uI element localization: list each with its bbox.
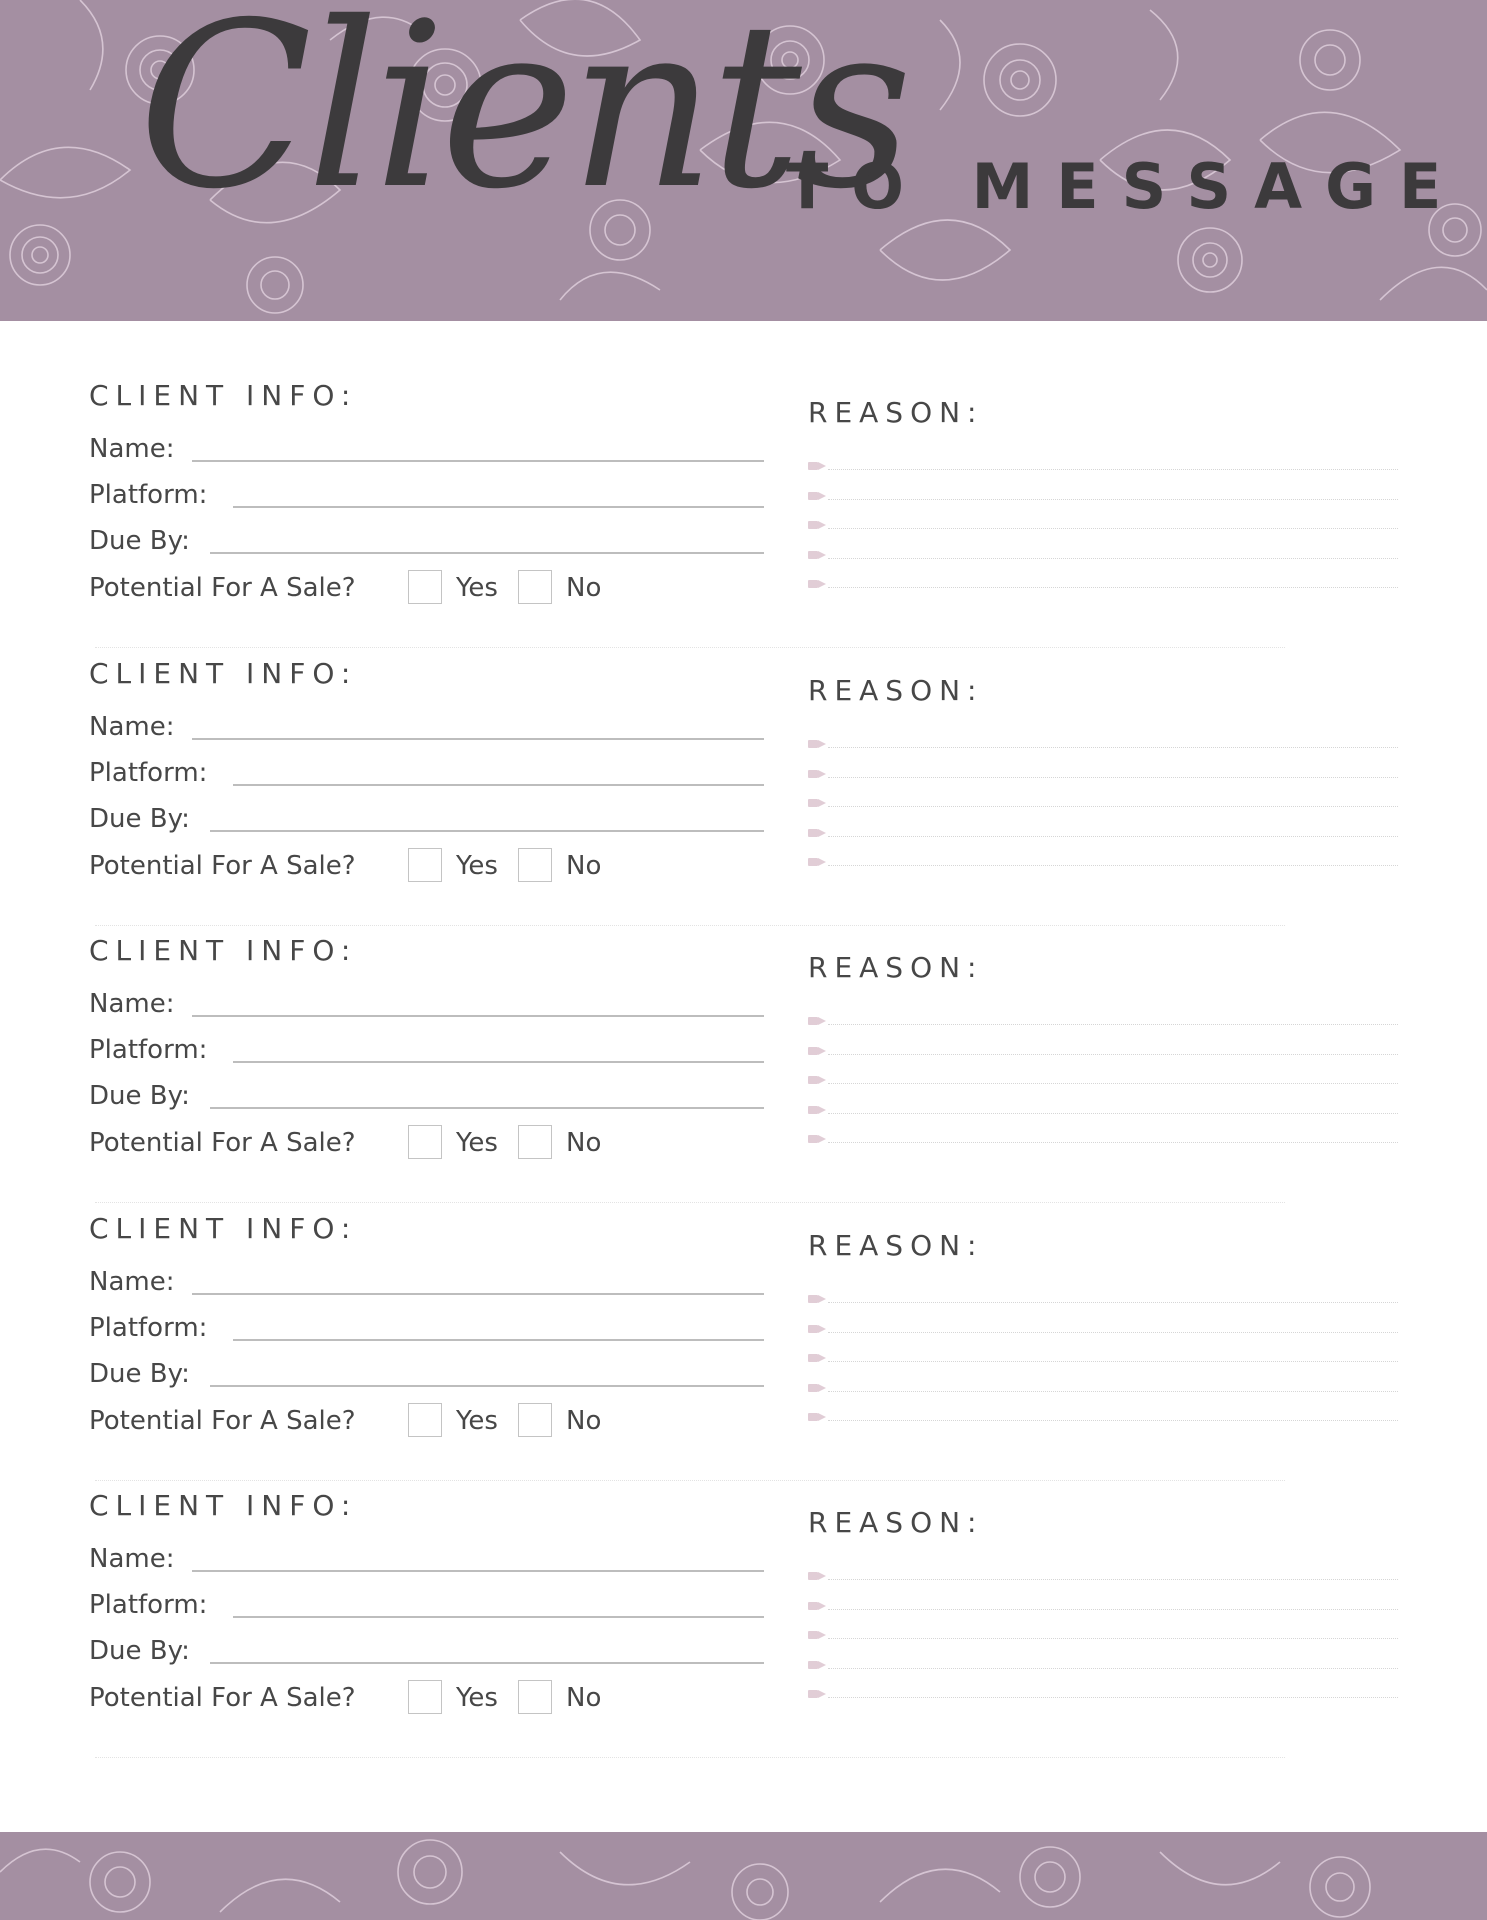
reason-line[interactable]: [808, 1572, 1398, 1582]
reason-line[interactable]: [808, 770, 1398, 780]
reason-line[interactable]: [808, 799, 1398, 809]
client-section: [0, 1212, 1487, 1490]
arrow-bullet-icon: [808, 1135, 818, 1143]
dotted-writing-line: [828, 1332, 1398, 1333]
section-divider: [95, 1202, 1285, 1203]
arrow-bullet-icon: [808, 799, 818, 807]
reason-line[interactable]: [808, 1384, 1398, 1394]
arrow-bullet-icon: [808, 770, 818, 778]
no-checkbox[interactable]: [518, 1403, 552, 1437]
platform-label: Platform:: [89, 480, 208, 510]
client-section: [0, 1489, 1487, 1767]
dotted-writing-line: [828, 1609, 1398, 1610]
name-field[interactable]: [192, 1293, 764, 1295]
no-label: No: [566, 1683, 602, 1713]
reason-line[interactable]: [808, 462, 1398, 472]
reason-heading: REASON:: [808, 396, 984, 429]
client-section: [0, 379, 1487, 657]
reason-line[interactable]: [808, 1602, 1398, 1612]
dotted-writing-line: [828, 1142, 1398, 1143]
section-divider: [95, 1480, 1285, 1481]
arrow-bullet-icon: [808, 1572, 818, 1580]
sale-question-label: Potential For A Sale?: [89, 573, 356, 603]
name-label: Name:: [89, 1267, 175, 1297]
dotted-writing-line: [828, 587, 1398, 588]
arrow-bullet-icon: [808, 1106, 818, 1114]
yes-checkbox[interactable]: [408, 1403, 442, 1437]
no-label: No: [566, 1128, 602, 1158]
reason-line[interactable]: [808, 492, 1398, 502]
arrow-bullet-icon: [808, 1047, 818, 1055]
client-section: [0, 934, 1487, 1212]
reason-line[interactable]: [808, 858, 1398, 868]
client-info-heading: CLIENT INFO:: [89, 379, 358, 412]
yes-label: Yes: [456, 1128, 498, 1158]
no-checkbox[interactable]: [518, 1680, 552, 1714]
name-field[interactable]: [192, 1570, 764, 1572]
yes-label: Yes: [456, 1406, 498, 1436]
header-banner: [0, 0, 1487, 321]
due-by-field[interactable]: [210, 1385, 764, 1387]
sale-question-label: Potential For A Sale?: [89, 851, 356, 881]
dotted-writing-line: [828, 1302, 1398, 1303]
arrow-bullet-icon: [808, 1384, 818, 1392]
arrow-bullet-icon: [808, 580, 818, 588]
no-label: No: [566, 1406, 602, 1436]
name-field[interactable]: [192, 460, 764, 462]
arrow-bullet-icon: [808, 1413, 818, 1421]
due-by-label: Due By:: [89, 526, 190, 556]
footer-banner: [0, 1832, 1487, 1920]
reason-line[interactable]: [808, 1295, 1398, 1305]
due-by-field[interactable]: [210, 1662, 764, 1664]
due-by-label: Due By:: [89, 804, 190, 834]
platform-label: Platform:: [89, 1590, 208, 1620]
reason-line[interactable]: [808, 1135, 1398, 1145]
reason-line[interactable]: [808, 1047, 1398, 1057]
reason-heading: REASON:: [808, 1229, 984, 1262]
arrow-bullet-icon: [808, 1076, 818, 1084]
title-subtitle: TO MESSAGE: [786, 150, 1465, 223]
reason-heading: REASON:: [808, 1506, 984, 1539]
reason-line[interactable]: [808, 1017, 1398, 1027]
dotted-writing-line: [828, 1113, 1398, 1114]
due-by-label: Due By:: [89, 1081, 190, 1111]
arrow-bullet-icon: [808, 1661, 818, 1669]
name-label: Name:: [89, 1544, 175, 1574]
dotted-writing-line: [828, 1391, 1398, 1392]
dotted-writing-line: [828, 747, 1398, 748]
floral-pattern-footer: [0, 1832, 1487, 1920]
dotted-writing-line: [828, 1420, 1398, 1421]
platform-field[interactable]: [233, 1339, 764, 1341]
arrow-bullet-icon: [808, 551, 818, 559]
dotted-writing-line: [828, 865, 1398, 866]
yes-label: Yes: [456, 1683, 498, 1713]
reason-line[interactable]: [808, 1076, 1398, 1086]
due-by-field[interactable]: [210, 1107, 764, 1109]
reason-line[interactable]: [808, 1413, 1398, 1423]
client-info-heading: CLIENT INFO:: [89, 1212, 358, 1245]
reason-heading: REASON:: [808, 674, 984, 707]
platform-field[interactable]: [233, 1616, 764, 1618]
client-section: [0, 657, 1487, 935]
reason-line[interactable]: [808, 1354, 1398, 1364]
platform-label: Platform:: [89, 1313, 208, 1343]
reason-line[interactable]: [808, 1325, 1398, 1335]
sale-question-label: Potential For A Sale?: [89, 1128, 356, 1158]
section-divider: [95, 647, 1285, 648]
yes-label: Yes: [456, 851, 498, 881]
arrow-bullet-icon: [808, 1325, 818, 1333]
reason-line[interactable]: [808, 551, 1398, 561]
dotted-writing-line: [828, 558, 1398, 559]
dotted-writing-line: [828, 1668, 1398, 1669]
dotted-writing-line: [828, 1054, 1398, 1055]
sale-question-label: Potential For A Sale?: [89, 1406, 356, 1436]
reason-line[interactable]: [808, 740, 1398, 750]
due-by-field[interactable]: [210, 552, 764, 554]
yes-checkbox[interactable]: [408, 1680, 442, 1714]
arrow-bullet-icon: [808, 1690, 818, 1698]
dotted-writing-line: [828, 1361, 1398, 1362]
platform-field[interactable]: [233, 784, 764, 786]
reason-heading: REASON:: [808, 951, 984, 984]
dotted-writing-line: [828, 1083, 1398, 1084]
no-label: No: [566, 851, 602, 881]
reason-line[interactable]: [808, 521, 1398, 531]
dotted-writing-line: [828, 469, 1398, 470]
name-label: Name:: [89, 434, 175, 464]
due-by-label: Due By:: [89, 1359, 190, 1389]
dotted-writing-line: [828, 836, 1398, 837]
dotted-writing-line: [828, 1697, 1398, 1698]
due-by-field[interactable]: [210, 830, 764, 832]
reason-line[interactable]: [808, 1661, 1398, 1671]
yes-checkbox[interactable]: [408, 1125, 442, 1159]
yes-label: Yes: [456, 573, 498, 603]
name-label: Name:: [89, 712, 175, 742]
arrow-bullet-icon: [808, 858, 818, 866]
arrow-bullet-icon: [808, 462, 818, 470]
dotted-writing-line: [828, 499, 1398, 500]
dotted-writing-line: [828, 1638, 1398, 1639]
arrow-bullet-icon: [808, 1631, 818, 1639]
arrow-bullet-icon: [808, 740, 818, 748]
arrow-bullet-icon: [808, 521, 818, 529]
no-checkbox[interactable]: [518, 1125, 552, 1159]
due-by-label: Due By:: [89, 1636, 190, 1666]
dotted-writing-line: [828, 806, 1398, 807]
arrow-bullet-icon: [808, 1295, 818, 1303]
dotted-writing-line: [828, 777, 1398, 778]
arrow-bullet-icon: [808, 1017, 818, 1025]
yes-checkbox[interactable]: [408, 848, 442, 882]
client-info-heading: CLIENT INFO:: [89, 1489, 358, 1522]
name-field[interactable]: [192, 1015, 764, 1017]
platform-label: Platform:: [89, 1035, 208, 1065]
sale-question-label: Potential For A Sale?: [89, 1683, 356, 1713]
yes-checkbox[interactable]: [408, 570, 442, 604]
reason-line[interactable]: [808, 1690, 1398, 1700]
no-checkbox[interactable]: [518, 570, 552, 604]
no-checkbox[interactable]: [518, 848, 552, 882]
arrow-bullet-icon: [808, 1602, 818, 1610]
section-divider: [95, 1757, 1285, 1758]
dotted-writing-line: [828, 528, 1398, 529]
reason-line[interactable]: [808, 580, 1398, 590]
platform-field[interactable]: [233, 1061, 764, 1063]
arrow-bullet-icon: [808, 1354, 818, 1362]
section-divider: [95, 925, 1285, 926]
platform-label: Platform:: [89, 758, 208, 788]
reason-line[interactable]: [808, 829, 1398, 839]
title-script: Clients: [138, 0, 907, 239]
name-label: Name:: [89, 989, 175, 1019]
arrow-bullet-icon: [808, 492, 818, 500]
arrow-bullet-icon: [808, 829, 818, 837]
client-info-heading: CLIENT INFO:: [89, 934, 358, 967]
name-field[interactable]: [192, 738, 764, 740]
no-label: No: [566, 573, 602, 603]
dotted-writing-line: [828, 1579, 1398, 1580]
dotted-writing-line: [828, 1024, 1398, 1025]
reason-line[interactable]: [808, 1631, 1398, 1641]
platform-field[interactable]: [233, 506, 764, 508]
reason-line[interactable]: [808, 1106, 1398, 1116]
client-info-heading: CLIENT INFO:: [89, 657, 358, 690]
